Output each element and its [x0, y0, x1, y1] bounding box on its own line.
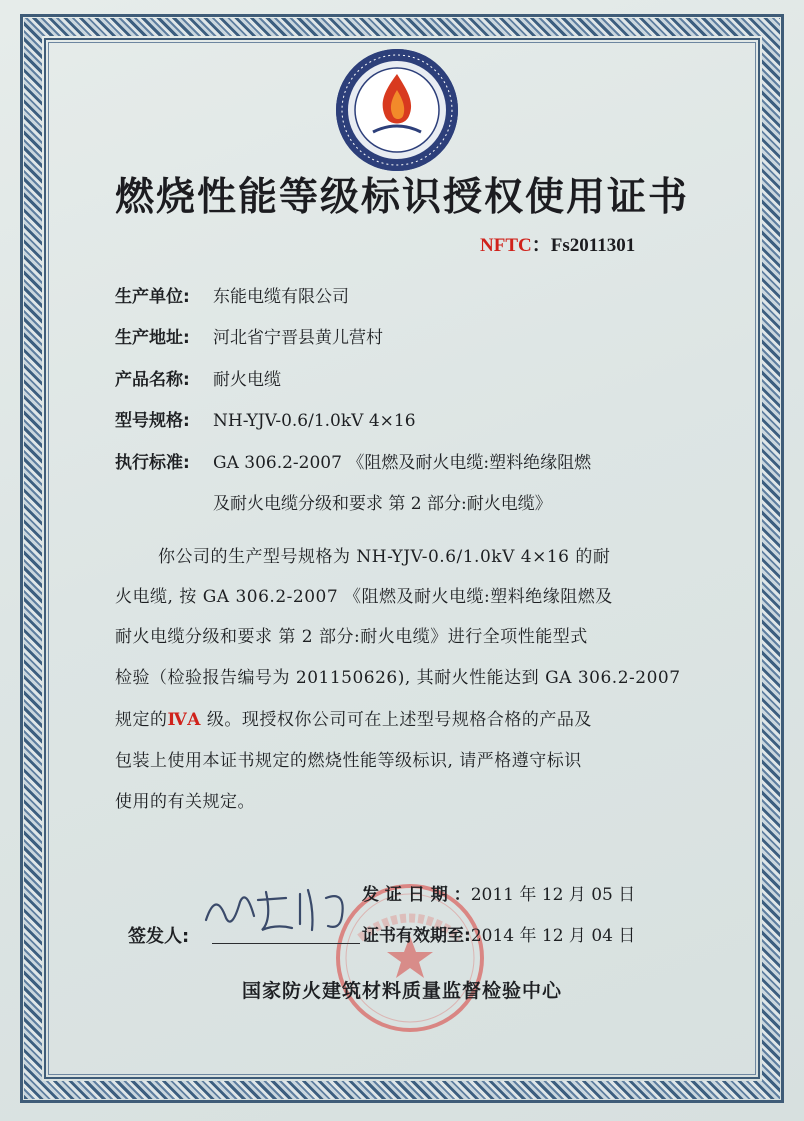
field-label: 生产地址: [115, 328, 190, 348]
body-line-1: 你公司的生产型号规格为 NH-YJV-0.6/1.0kV 4×16 的耐 [158, 547, 611, 567]
body-line-5-end: 级。现授权你公司可在上述型号规格合格的产品及 [200, 710, 592, 730]
body-line-5-start: 规定的 [115, 710, 168, 730]
field-value: 河北省宁晋县黄儿营村 [213, 328, 383, 348]
certificate-number-value: Fs2011301 [550, 235, 636, 256]
issue-date-value: 2011 年 12 月 05 日 [470, 885, 636, 905]
signature-line [212, 943, 360, 944]
testing-center-logo-icon [333, 46, 461, 174]
body-line-3: 耐火电缆分级和要求 第 2 部分:耐火电缆》进行全项性能型式 [115, 627, 588, 647]
issuing-organization: 国家防火建筑材料质量监督检验中心 [241, 980, 562, 1002]
signer-label: 签发人: [128, 926, 190, 947]
field-standard-continued: 及耐火电缆分级和要求 第 2 部分:耐火电缆》 [213, 494, 552, 514]
field-label: 执行标准: [115, 453, 190, 473]
field-standard [115, 448, 591, 473]
field-label: 产品名称: [115, 370, 190, 390]
field-address [115, 323, 383, 348]
issue-date-label: 发 证 日 期 ： [362, 885, 471, 905]
body-line-2: 火电缆, 按 GA 306.2-2007 《阻燃及耐火电缆:塑料绝缘阻燃及 [115, 587, 613, 607]
valid-until-label: 证书有效期至: [362, 926, 471, 946]
field-label: 生产单位: [115, 287, 190, 307]
body-line-6: 包装上使用本证书规定的燃烧性能等级标识, 请严格遵守标识 [115, 751, 582, 771]
field-product-name [115, 365, 281, 390]
field-producer [115, 282, 349, 307]
handwritten-signature-icon [196, 880, 366, 940]
field-label: 型号规格: [115, 411, 190, 431]
issue-date [362, 880, 635, 905]
certificate-number-prefix: NFTC [480, 235, 532, 256]
body-line-5 [115, 705, 592, 730]
field-model-spec [115, 406, 416, 431]
field-value: NH-YJV-0.6/1.0kV 4×16 [213, 411, 416, 431]
certificate-number-separator: ： [531, 235, 551, 256]
field-value: 耐火电缆 [213, 370, 281, 390]
field-value: 东能电缆有限公司 [213, 287, 349, 307]
certificate-number [480, 230, 635, 257]
valid-until [362, 921, 635, 946]
valid-until-value: 2014 年 12 月 04 日 [470, 926, 636, 946]
certificate-title: 燃烧性能等级标识授权使用证书 [114, 175, 689, 220]
body-line-4: 检验（检验报告编号为 201150626), 其耐火性能达到 GA 306.2-2007 [115, 668, 681, 688]
body-line-7: 使用的有关规定。 [115, 792, 255, 812]
fire-grade: ⅣA [167, 710, 201, 730]
field-value: GA 306.2-2007 《阻燃及耐火电缆:塑料绝缘阻燃 [213, 453, 592, 473]
